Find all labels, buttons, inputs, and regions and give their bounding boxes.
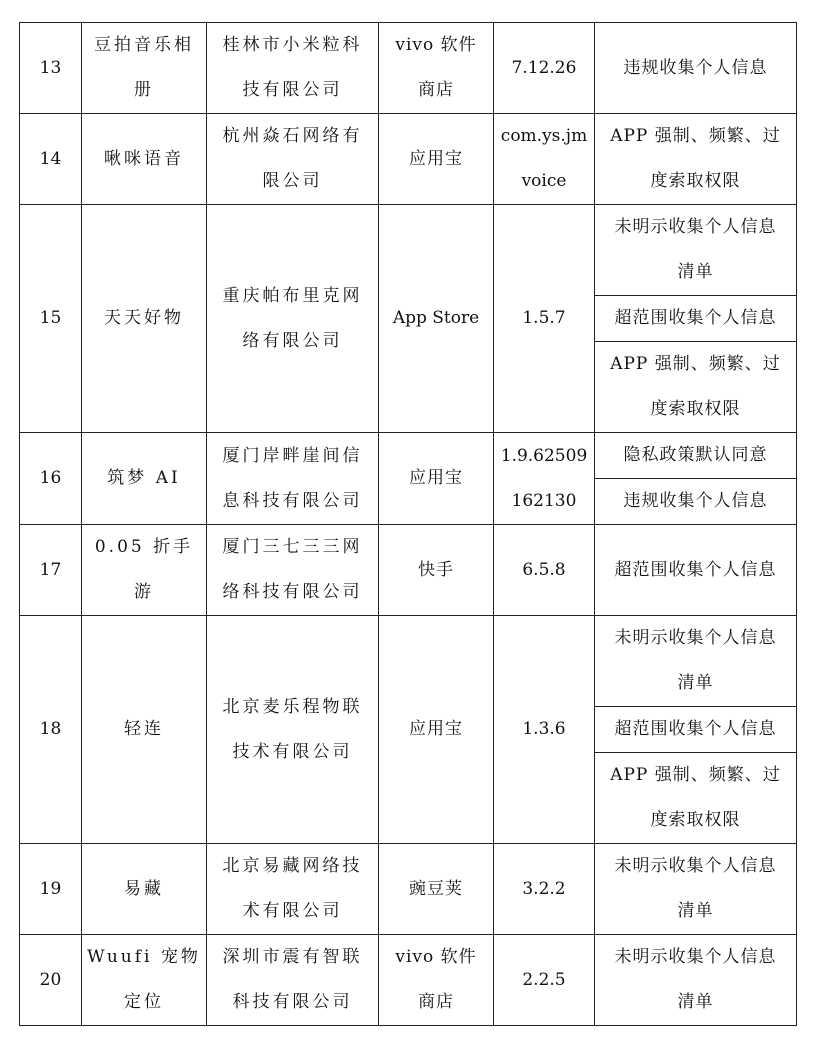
store-cell — [379, 23, 494, 114]
app-name-cell — [82, 205, 207, 433]
store-cell-line: 应用宝 — [409, 468, 463, 488]
issue-cell — [595, 433, 797, 479]
app-name-cell-line: 定位 — [124, 992, 164, 1012]
company-cell — [207, 616, 379, 844]
app-name-cell-line: 啾咪语音 — [104, 148, 184, 169]
issue-cell-line: 度索取权限 — [650, 399, 741, 419]
issue-cell — [595, 753, 797, 844]
issue-cell-line: APP 强制、频繁、过 — [610, 765, 781, 785]
version-cell-line: voice — [521, 171, 567, 191]
store-cell-line: 应用宝 — [409, 719, 463, 739]
version-cell — [494, 616, 595, 844]
app-name-cell — [82, 433, 207, 525]
issue-cell — [595, 707, 797, 753]
app-name-cell-line: 豆拍音乐相 — [94, 35, 194, 55]
issue-cell-line: 超范围收集个人信息 — [614, 308, 777, 328]
app-name-cell-line: 0.05 折手游 — [94, 537, 194, 602]
store-cell — [379, 844, 494, 935]
row-number-cell: 20 — [20, 935, 82, 1026]
issue-cell — [595, 616, 797, 707]
store-cell-line: App Store — [392, 308, 480, 328]
store-cell — [379, 114, 494, 205]
version-cell-line: 2.2.5 — [522, 969, 566, 990]
table-row — [20, 205, 797, 296]
store-cell — [379, 205, 494, 433]
app-name-cell — [82, 525, 207, 616]
issue-cell-line: 清单 — [677, 673, 714, 693]
company-cell-line: 杭州焱石网络有 — [222, 126, 363, 146]
app-name-cell-line: Wuufi 宠物 — [87, 947, 201, 967]
company-cell-line: 重庆帕布里克网 — [222, 285, 363, 306]
version-cell-line: 1.5.7 — [522, 308, 566, 328]
app-name-cell-line: 筑梦 AI — [107, 468, 181, 488]
table-row — [20, 844, 797, 935]
company-cell-line: 络有限公司 — [242, 330, 343, 351]
issue-cell-line: APP 强制、频繁、过 — [610, 126, 781, 146]
issue-cell — [595, 479, 797, 525]
issue-cell-line: 未明示收集个人信息 — [614, 947, 777, 967]
company-cell-line: 科技有限公司 — [232, 992, 353, 1012]
issue-cell-line: 违规收集个人信息 — [623, 57, 768, 78]
store-cell — [379, 935, 494, 1026]
company-cell — [207, 23, 379, 114]
issue-cell-line: 未明示收集个人信息 — [614, 217, 777, 237]
version-cell-line: 1.9.62509 — [500, 445, 588, 466]
company-cell-line: 术有限公司 — [242, 901, 343, 921]
version-cell — [494, 935, 595, 1026]
table-row — [20, 23, 797, 114]
version-cell — [494, 23, 595, 114]
company-cell-line: 技有限公司 — [242, 80, 343, 100]
company-cell — [207, 935, 379, 1026]
version-cell-line: 162130 — [511, 490, 577, 511]
issue-cell — [595, 296, 797, 342]
table-row — [20, 433, 797, 479]
row-number-cell: 18 — [20, 616, 82, 844]
company-cell-line: 厦门三七三三网 — [222, 537, 363, 557]
version-cell — [494, 114, 595, 205]
issue-cell — [595, 205, 797, 296]
row-number-cell: 14 — [20, 114, 82, 205]
app-name-cell — [82, 616, 207, 844]
issue-cell-line: 超范围收集个人信息 — [614, 559, 777, 580]
app-name-cell-line: 易藏 — [124, 878, 164, 899]
app-name-cell-line: 轻连 — [124, 719, 164, 739]
table-row — [20, 935, 797, 1026]
issue-cell — [595, 844, 797, 935]
row-number-cell: 15 — [20, 205, 82, 433]
version-cell — [494, 433, 595, 525]
app-name-cell — [82, 114, 207, 205]
store-cell — [379, 525, 494, 616]
app-name-cell — [82, 844, 207, 935]
store-cell-line: 应用宝 — [409, 148, 463, 169]
issue-cell-line: 未明示收集个人信息 — [614, 856, 777, 876]
issue-cell-line: 超范围收集个人信息 — [614, 719, 777, 739]
issue-cell-line: 未明示收集个人信息 — [614, 628, 777, 648]
company-cell-line: 限公司 — [262, 171, 323, 191]
app-name-cell — [82, 935, 207, 1026]
table-row — [20, 114, 797, 205]
company-cell-line: 北京麦乐程物联 — [222, 696, 363, 717]
app-violation-table — [19, 22, 797, 1026]
store-cell — [379, 433, 494, 525]
company-cell-line: 络科技有限公司 — [222, 582, 363, 602]
table-row — [20, 525, 797, 616]
issue-cell-line: 违规收集个人信息 — [623, 491, 768, 511]
store-cell-line: vivo 软件 — [395, 947, 477, 967]
issue-cell-line: 隐私政策默认同意 — [623, 445, 768, 465]
company-cell-line: 北京易藏网络技 — [222, 856, 363, 876]
app-name-cell — [82, 23, 207, 114]
issue-cell — [595, 114, 797, 205]
company-cell-line: 桂林市小米粒科 — [222, 35, 363, 55]
issue-cell — [595, 342, 797, 433]
store-cell-line: vivo 软件 — [395, 35, 477, 55]
version-cell-line: 7.12.26 — [511, 57, 577, 78]
store-cell-line: 商店 — [418, 80, 454, 100]
version-cell-line: 6.5.8 — [522, 559, 566, 580]
version-cell — [494, 205, 595, 433]
issue-cell — [595, 935, 797, 1026]
company-cell-line: 厦门岸畔崖间信 — [222, 445, 363, 466]
app-name-cell-line: 册 — [134, 80, 154, 100]
version-cell-line: 1.3.6 — [522, 719, 566, 739]
issue-cell-line: 清单 — [677, 262, 714, 282]
app-name-cell-line: 天天好物 — [104, 308, 184, 328]
issue-cell — [595, 23, 797, 114]
issue-cell-line: 度索取权限 — [650, 171, 741, 191]
store-cell-line: 豌豆荚 — [409, 878, 463, 899]
company-cell — [207, 205, 379, 433]
issue-cell-line: APP 强制、频繁、过 — [610, 354, 781, 374]
row-number-cell: 13 — [20, 23, 82, 114]
version-cell — [494, 525, 595, 616]
store-cell — [379, 616, 494, 844]
version-cell-line: 3.2.2 — [522, 878, 566, 899]
store-cell-line: 快手 — [418, 559, 454, 580]
company-cell — [207, 525, 379, 616]
issue-cell-line: 度索取权限 — [650, 810, 741, 830]
company-cell — [207, 114, 379, 205]
issue-cell — [595, 525, 797, 616]
company-cell — [207, 433, 379, 525]
table-body — [20, 23, 797, 1026]
issue-cell-line: 清单 — [677, 992, 714, 1012]
row-number-cell: 16 — [20, 433, 82, 525]
table-row — [20, 616, 797, 707]
company-cell-line: 深圳市震有智联 — [222, 947, 363, 967]
company-cell-line: 息科技有限公司 — [222, 490, 363, 511]
store-cell-line: 商店 — [418, 992, 454, 1012]
company-cell-line: 技术有限公司 — [232, 741, 353, 762]
row-number-cell: 17 — [20, 525, 82, 616]
version-cell — [494, 844, 595, 935]
issue-cell-line: 清单 — [677, 901, 714, 921]
version-cell-line: com.ys.jm — [500, 126, 588, 146]
row-number-cell: 19 — [20, 844, 82, 935]
company-cell — [207, 844, 379, 935]
